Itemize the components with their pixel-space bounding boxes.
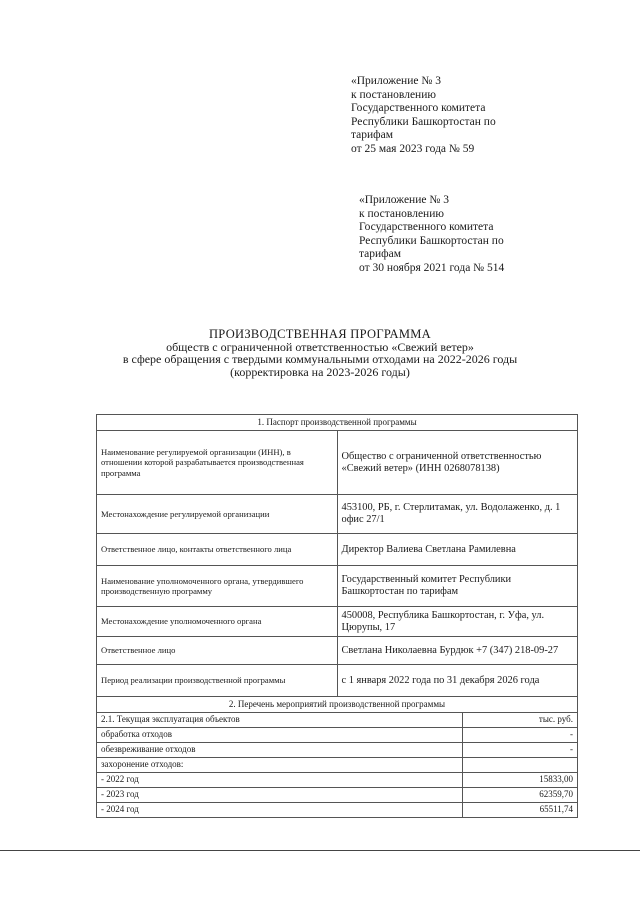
activity-row-cell — [97, 728, 578, 743]
passport-value: Директор Валиева Светлана Рамилевна — [337, 534, 578, 566]
passport-value: с 1 января 2022 года по 31 декабря 2026 года — [337, 665, 578, 697]
passport-label: Наименование регулируемой организации (ИНН), в отношении которой разрабатывается производственная программа — [97, 431, 338, 495]
activity-value: - — [570, 744, 573, 754]
activity-value — [463, 758, 577, 772]
activity-row-cell — [97, 713, 578, 728]
page-edge-line — [0, 850, 640, 851]
activity-value: 15833,00 — [539, 774, 573, 784]
activity-value: 62359,70 — [539, 789, 573, 799]
activity-label: 2.1. Текущая эксплуатация объектов — [97, 713, 463, 727]
section-header: 2. Перечень мероприятий производственной программы — [97, 697, 578, 713]
title-line: ПРОИЗВОДСТВЕННАЯ ПРОГРАММА — [208, 327, 432, 341]
activity-label: - 2023 год — [97, 788, 463, 802]
activity-row-cell — [97, 803, 578, 818]
appendix-line: Республики Башкортостан по — [351, 115, 496, 128]
passport-label: Период реализации производственной программы — [97, 665, 338, 697]
title-line: в сфере обращения с твердыми коммунальными отходами на 2022-2026 годы — [122, 352, 518, 367]
activity-label: - 2024 год — [97, 803, 463, 817]
activity-row-cell — [97, 773, 578, 788]
appendix-line: «Приложение № 3 — [359, 194, 449, 206]
appendix-line: тарифам — [351, 129, 394, 142]
title-line: (корректировка на 2023-2026 годы) — [230, 364, 410, 379]
activity-label: - 2022 год — [97, 773, 463, 787]
appendix-line: от 25 мая 2023 года № 59 — [351, 142, 475, 155]
appendix-line: Государственного комитета — [351, 102, 486, 115]
activity-row-cell — [97, 788, 578, 803]
appendix-line: от 30 ноября 2021 года № 514 — [359, 261, 505, 274]
activity-label: захоронение отходов: — [97, 758, 463, 772]
passport-value: 453100, РБ, г. Стерлитамак, ул. Водолаженко, д. 1 офис 27/1 — [337, 495, 578, 534]
passport-value: Государственный комитет Республики Башкортостан по тарифам — [337, 566, 578, 607]
activity-row-cell — [97, 743, 578, 758]
program-table — [96, 414, 578, 818]
passport-value: Светлана Николаевна Бурдюк +7 (347) 218-09-27 — [337, 637, 578, 665]
passport-label: Местонахождение уполномоченного органа — [97, 607, 338, 637]
activity-row-cell — [97, 758, 578, 773]
appendix-line: Республики Башкортостан по — [359, 234, 504, 247]
passport-value: 450008, Республика Башкортостан, г. Уфа, ул. Цюрупы, 17 — [337, 607, 578, 637]
passport-label: Наименование уполномоченного органа, утвердившего производственную программу — [97, 566, 338, 607]
activity-label: обработка отходов — [97, 728, 463, 742]
activity-value: - — [570, 729, 573, 739]
activity-unit: тыс. руб. — [538, 714, 573, 724]
passport-label: Ответственное лицо, контакты ответственного лица — [97, 534, 338, 566]
passport-label: Местонахождение регулируемой организации — [97, 495, 338, 534]
document-title — [0, 328, 640, 378]
activity-label: обезвреживание отходов — [97, 743, 463, 757]
appendix-previous — [359, 194, 504, 276]
passport-label: Ответственное лицо — [97, 637, 338, 665]
appendix-line: «Приложение № 3 — [351, 75, 441, 87]
section-header: 1. Паспорт производственной программы — [97, 415, 578, 431]
appendix-current — [351, 75, 496, 157]
appendix-line: к постановлению — [351, 88, 436, 101]
appendix-line: к постановлению — [359, 207, 444, 220]
appendix-line: Государственного комитета — [359, 221, 494, 234]
appendix-line: тарифам — [359, 248, 402, 261]
activity-value: 65511,74 — [539, 804, 573, 814]
passport-value: Общество с ограниченной ответственностью «Свежий ветер» (ИНН 0268078138) — [337, 431, 578, 495]
title-line: обществ с ограниченной ответственностью «Свежий ветер» — [166, 339, 474, 354]
